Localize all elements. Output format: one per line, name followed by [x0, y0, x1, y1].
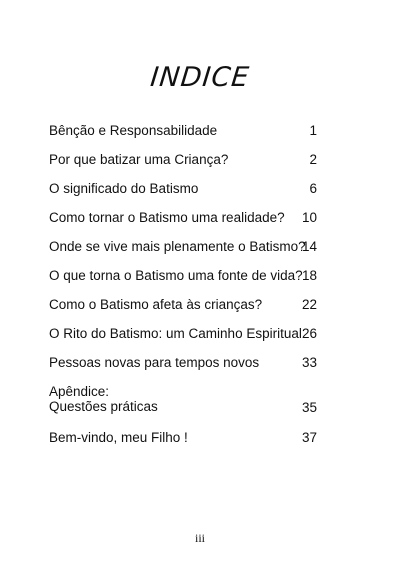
toc-entry-label-line2: Questões práticas — [49, 399, 158, 414]
toc-entry-page: 2 — [309, 152, 317, 167]
toc-entry-label: O que torna o Batismo uma fonte de vida? — [49, 268, 303, 283]
toc-entry-label: Pessoas novas para tempos novos — [49, 355, 260, 370]
toc-entry-page: 26 — [301, 326, 317, 341]
toc-entry-page: 10 — [301, 210, 317, 225]
toc-entry-page: 18 — [301, 268, 317, 283]
toc-entry-label: Bem-vindo, meu Filho ! — [49, 430, 188, 445]
toc-entry — [49, 384, 317, 416]
toc-entry-label: Bênção e Responsabilidade — [49, 123, 218, 138]
toc-entry-label: Por que batizar uma Criança? — [49, 152, 229, 167]
toc-entry-page: 35 — [301, 400, 317, 415]
toc-entry-label-line1: Apêndice: — [49, 384, 110, 399]
toc-entry-label: Como tornar o Batismo uma realidade? — [49, 210, 285, 225]
page-number: iii — [194, 531, 205, 545]
toc-entry-label: Como o Batismo afeta às crianças? — [49, 297, 263, 312]
toc-entry-label: Onde se vive mais plenamente o Batismo? — [49, 239, 306, 254]
toc-entry-label: O Rito do Batismo: um Caminho Espiritual — [49, 326, 302, 341]
toc-entry-page: 1 — [309, 123, 317, 138]
toc-entry-label — [49, 384, 158, 414]
toc-entry-page: 37 — [301, 430, 317, 445]
toc-entry-page: 33 — [301, 355, 317, 370]
toc-entry-page: 22 — [301, 297, 317, 312]
toc-entry-page: 14 — [301, 239, 317, 254]
toc-entry-label: O significado do Batismo — [49, 181, 199, 196]
page-title: INDICE — [148, 62, 252, 93]
toc-entry-page: 6 — [309, 181, 317, 196]
